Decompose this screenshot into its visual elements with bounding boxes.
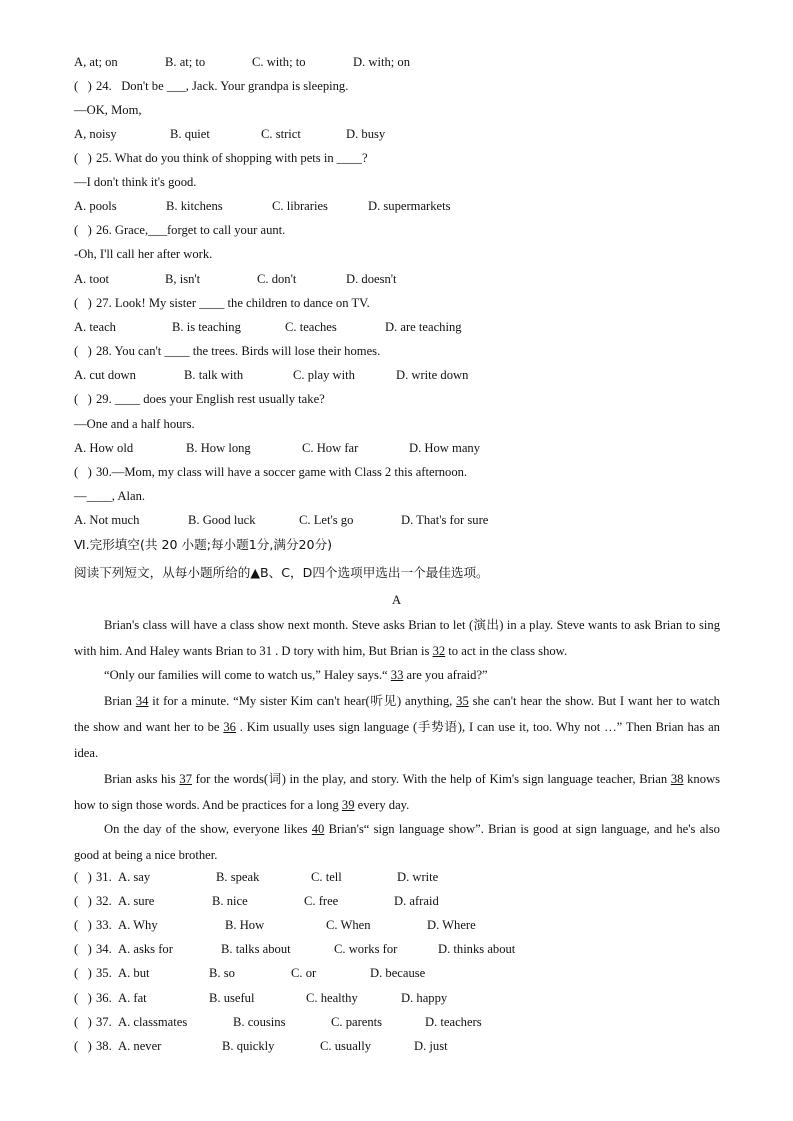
option-b: B. useful xyxy=(209,991,255,1005)
question-29-stem: ( ) 29. ____ does your English rest usually take? xyxy=(74,392,325,406)
question-24-stem: ( ) 24. Don't be ___, Jack. Your grandpa is sleeping. xyxy=(74,79,349,93)
option-d: D. That's for sure xyxy=(401,513,489,527)
question-number: 26 xyxy=(96,223,109,237)
question-number: 27 xyxy=(96,296,109,310)
option-b: B. Good luck xyxy=(188,513,256,527)
blank-40: 40 xyxy=(311,822,325,836)
question-28-stem: ( ) 28. You can't ____ the trees. Birds will lose their homes. xyxy=(74,344,381,358)
cloze-number: ( ) 36. xyxy=(74,991,112,1005)
option-c: C. play with xyxy=(293,368,355,382)
option-a: A. toot xyxy=(74,272,109,286)
option-d: D. write xyxy=(397,870,439,884)
question-24-reply: —OK, Mom, xyxy=(74,103,142,117)
option-c: C. with; to xyxy=(252,55,306,69)
option-d: D. just xyxy=(414,1039,448,1053)
option-d: D. because xyxy=(370,966,426,980)
passage-paragraph-5: On the day of the show, everyone likes 40 Brian's“ sign language show”. Brian is good at sign language, and he's also good at being a nice brother. xyxy=(74,822,720,862)
option-d: D. doesn't xyxy=(346,272,397,286)
blank-35: 35 xyxy=(456,694,469,708)
question-text: —Mom, my class will have a soccer game with Class 2 this afternoon. xyxy=(111,465,468,479)
question-number: 29 xyxy=(96,392,109,406)
option-a: A. asks for xyxy=(118,942,173,956)
option-b: B. speak xyxy=(216,870,260,884)
passage-label: A xyxy=(391,593,402,607)
option-d: D. teachers xyxy=(425,1015,482,1029)
option-a: A. classmates xyxy=(118,1015,188,1029)
question-number: 30 xyxy=(96,465,109,479)
blank-38: 38 xyxy=(670,772,684,786)
option-b: B. How xyxy=(225,918,265,932)
passage-paragraph-2: “Only our families will come to watch us,” Haley says.“ 33 are you afraid?” xyxy=(104,668,488,682)
option-d: D. with; on xyxy=(353,55,411,69)
option-b: B. at; to xyxy=(165,55,206,69)
cloze-number: ( ) 38. xyxy=(74,1039,112,1053)
option-a: A. pools xyxy=(74,199,117,213)
option-c: C. libraries xyxy=(272,199,328,213)
option-a: A. Why xyxy=(118,918,158,932)
option-c: C. When xyxy=(326,918,371,932)
question-text: Don't be ___, Jack. Your grandpa is sleeping. xyxy=(121,79,349,93)
option-c: C. don't xyxy=(257,272,297,286)
option-d: D. How many xyxy=(409,441,481,455)
cloze-number: ( ) 33. xyxy=(74,918,112,932)
question-26-stem: ( ) 26. Grace,___forget to call your aunt. xyxy=(74,223,286,237)
question-number: 24 xyxy=(96,79,109,93)
option-c: C. free xyxy=(304,894,339,908)
option-a: A. say xyxy=(118,870,151,884)
passage-paragraph-1: Brian's class will have a class show next month. Steve asks Brian to let (演出) in a play. Steve wants to ask Brian to sing with him. And Haley wants Brian to 31 . D tory with him, But Brian is 32 to act in the class show. xyxy=(74,618,720,658)
passage-paragraph-3: Brian 34 it for a minute. “My sister Kim can't hear(听见) anything, 35 she can't hear the show. But I want her to watch the show and want her to be 36 . Kim usually uses sign language (手势语), I can use it, too. Why not …” Then Brian has an idea. xyxy=(74,694,720,760)
blank-37: 37 xyxy=(179,772,192,786)
blank-33: 33 xyxy=(390,668,404,682)
option-b: B. is teaching xyxy=(172,320,241,334)
option-a: A. fat xyxy=(118,991,147,1005)
section-instruction: 阅读下列短文，从每小题所给的▲B、C，D四个选项甲选出一个最佳选项。 xyxy=(74,565,489,580)
question-text: What do you think of shopping with pets in ____? xyxy=(114,151,368,165)
option-b: B. talks about xyxy=(221,942,291,956)
blank-34: 34 xyxy=(135,694,149,708)
option-a: A. Not much xyxy=(74,513,140,527)
question-number: 28 xyxy=(96,344,109,358)
option-d: D. afraid xyxy=(394,894,439,908)
option-d: D. Where xyxy=(427,918,476,932)
question-27-stem: ( ) 27. Look! My sister ____ the children to dance on TV. xyxy=(74,296,370,310)
option-a: A. sure xyxy=(118,894,155,908)
question-text: You can't ____ the trees. Birds will lose their homes. xyxy=(114,344,381,358)
option-c: C. teaches xyxy=(285,320,337,334)
question-text: Grace,___forget to call your aunt. xyxy=(114,223,286,237)
cloze-number: ( ) 32. xyxy=(74,894,112,908)
option-c: C. or xyxy=(291,966,317,980)
option-c: C. Let's go xyxy=(299,513,354,527)
option-b: B. quiet xyxy=(170,127,210,141)
cloze-number: ( ) 31. xyxy=(74,870,112,884)
question-30-stem: ( ) 30.—Mom, my class will have a soccer game with Class 2 this afternoon. xyxy=(74,465,468,479)
question-text: Look! My sister ____ the children to dance on TV. xyxy=(114,296,370,310)
option-a: A. cut down xyxy=(74,368,136,382)
option-c: C. parents xyxy=(331,1015,383,1029)
passage-paragraph-4: Brian asks his 37 for the words(词) in the play, and story. With the help of Kim's sign language teacher, Brian 38 knows how to sign those words. And be practices for a long 39 every day. xyxy=(74,772,720,812)
option-d: D. thinks about xyxy=(438,942,516,956)
option-d: D. write down xyxy=(396,368,469,382)
question-text: ____ does your English rest usually take? xyxy=(114,392,325,406)
question-30-reply: —____, Alan. xyxy=(74,489,146,503)
option-c: C. tell xyxy=(311,870,342,884)
option-c: C. strict xyxy=(261,127,301,141)
cloze-number: ( ) 34. xyxy=(74,942,112,956)
question-26-reply: -Oh, I'll call her after work. xyxy=(74,247,213,261)
option-b: B. How long xyxy=(186,441,251,455)
cloze-number: ( ) 37. xyxy=(74,1015,112,1029)
blank-31: 31 xyxy=(259,644,272,658)
option-b: B. quickly xyxy=(222,1039,275,1053)
blank-36: 36 xyxy=(223,720,236,734)
option-a: A. never xyxy=(118,1039,162,1053)
option-b: B, isn't xyxy=(165,272,201,286)
option-c: C. How far xyxy=(302,441,359,455)
section-title: Ⅵ.完形填空(共 20 小题;每小题1分,满分20分) xyxy=(74,537,333,552)
option-d: D. supermarkets xyxy=(368,199,451,213)
question-25-reply: —I don't think it's good. xyxy=(74,175,197,189)
question-29-reply: —One and a half hours. xyxy=(74,417,195,431)
option-a: A, at; on xyxy=(74,55,118,69)
option-c: C. healthy xyxy=(306,991,358,1005)
option-c: C. works for xyxy=(334,942,398,956)
option-b: B. talk with xyxy=(184,368,244,382)
blank-32: 32 xyxy=(432,644,446,658)
question-number: 25 xyxy=(96,151,109,165)
option-d: D. are teaching xyxy=(385,320,462,334)
option-b: B. nice xyxy=(212,894,248,908)
option-b: B. so xyxy=(209,966,235,980)
option-c: C. usually xyxy=(320,1039,372,1053)
cloze-number: ( ) 35. xyxy=(74,966,112,980)
option-a: A. teach xyxy=(74,320,116,334)
option-d: D. happy xyxy=(401,991,448,1005)
option-a: A. How old xyxy=(74,441,134,455)
option-b: B. cousins xyxy=(233,1015,286,1029)
option-b: B. kitchens xyxy=(166,199,223,213)
question-25-stem: ( ) 25. What do you think of shopping with pets in ____? xyxy=(74,151,368,165)
option-a: A, noisy xyxy=(74,127,117,141)
option-d: D. busy xyxy=(346,127,386,141)
option-a: A. but xyxy=(118,966,150,980)
blank-39: 39 xyxy=(341,798,355,812)
